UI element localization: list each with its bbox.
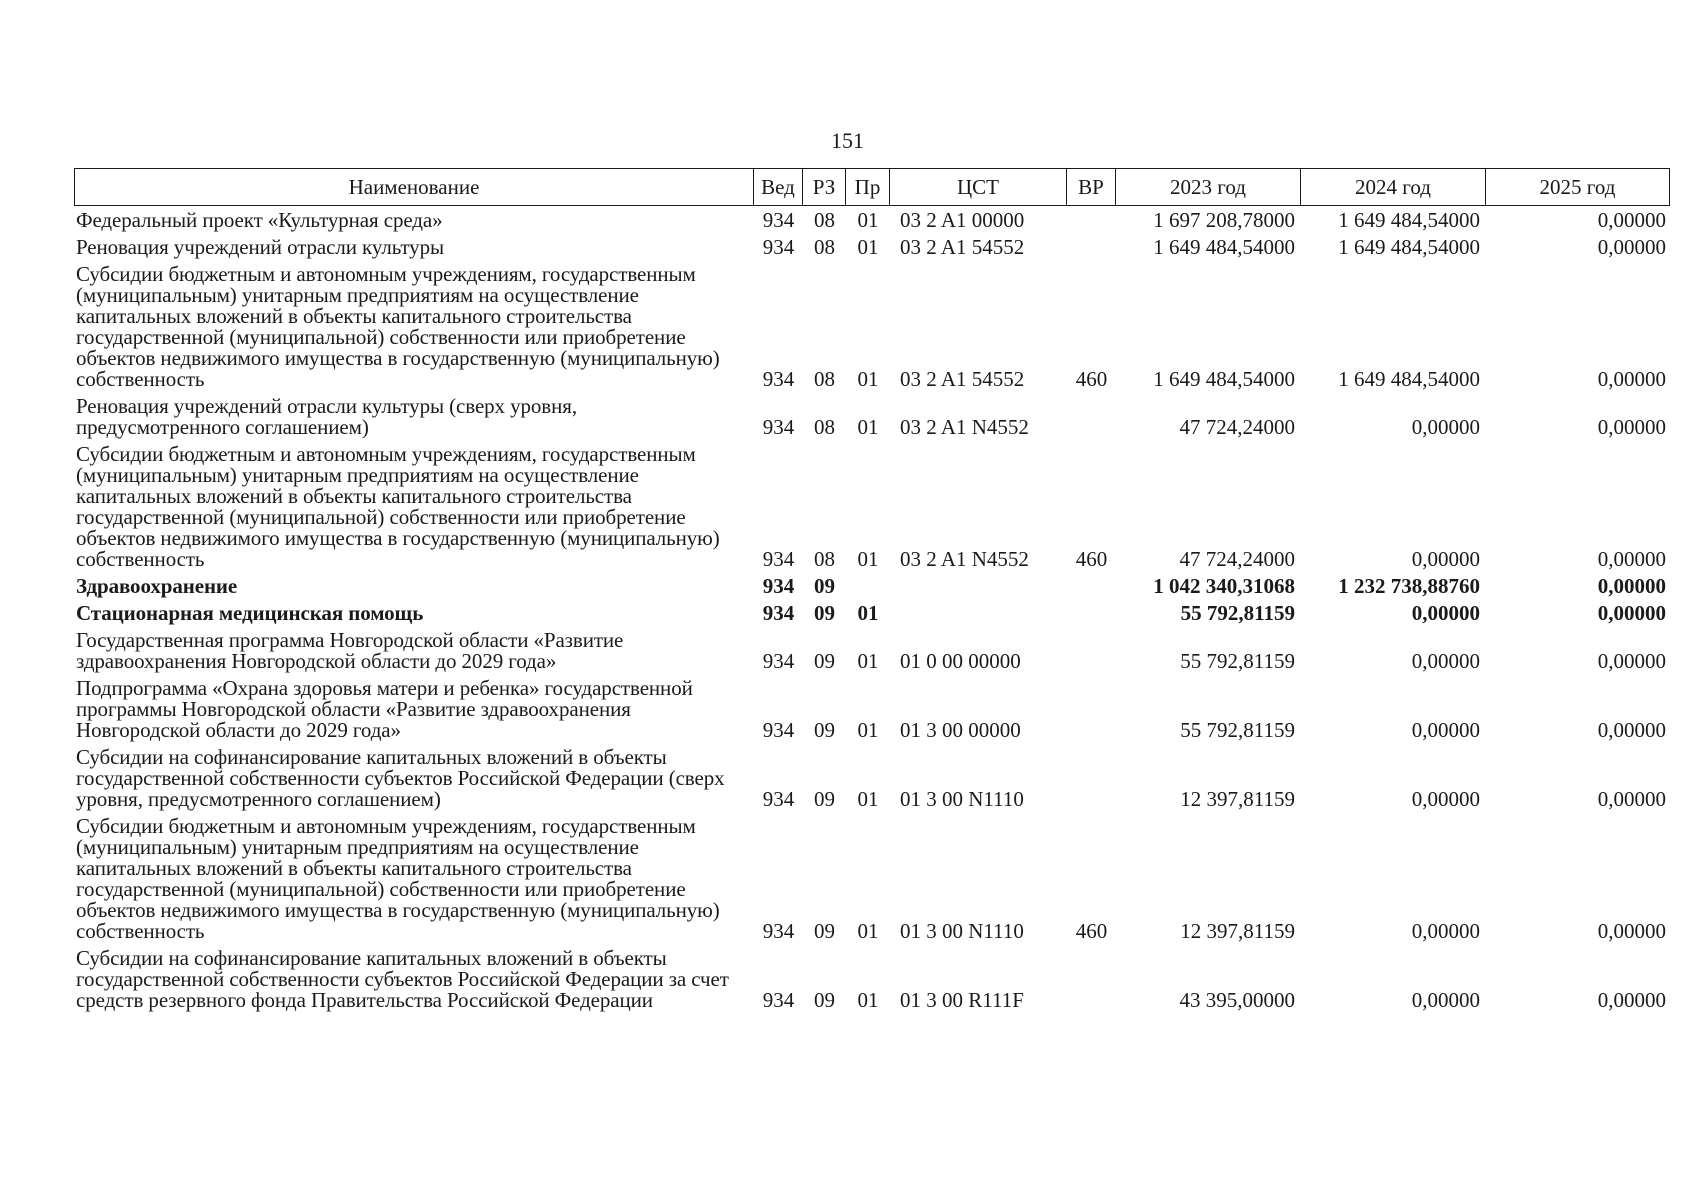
cell-rz: 08 <box>814 547 835 571</box>
cell-cst: 01 3 00 N1110 <box>900 787 1024 811</box>
cell-2025: 0,00000 <box>1597 367 1666 391</box>
cell-2023: 47 724,24000 <box>1179 415 1295 439</box>
cell-name: Подпрограмма «Охрана здоровья матери и ребенка» государственной программы Новгородской области «Развитие здравоохранения Новгородской области до 2029 года» <box>76 676 693 742</box>
cell-2025: 0,00000 <box>1597 649 1666 673</box>
cell-pr: 01 <box>857 787 879 811</box>
header-2024: 2024 год <box>1301 168 1486 206</box>
cell-rz: 09 <box>814 919 835 943</box>
cell-pr: 01 <box>857 919 879 943</box>
cell-name: Реновация учреждений отрасли культуры (сверх уровня, предусмотренного соглашением) <box>76 394 577 439</box>
cell-2023: 12 397,81159 <box>1180 787 1295 811</box>
cell-cst: 01 3 00 00000 <box>900 718 1021 742</box>
cell-2024: 1 649 484,54000 <box>1338 235 1480 259</box>
cell-2024: 0,00000 <box>1411 601 1480 625</box>
budget-table <box>74 168 1670 1013</box>
table-row <box>74 260 1670 392</box>
cell-name: Субсидии на софинансирование капитальных вложений в объекты государственной собственности субъектов Российской Федерации за счет средств резервного фонда Правительства Российской Федерации <box>76 946 729 1012</box>
table-body <box>74 206 1670 1013</box>
cell-pr: 01 <box>857 649 879 673</box>
cell-cst: 01 3 00 R111F <box>900 988 1024 1012</box>
cell-2023: 55 792,81159 <box>1180 718 1295 742</box>
cell-2024: 1 649 484,54000 <box>1338 367 1480 391</box>
cell-2023: 12 397,81159 <box>1180 919 1295 943</box>
cell-2025: 0,00000 <box>1597 574 1666 598</box>
cell-ved: 934 <box>762 208 795 232</box>
cell-name: Государственная программа Новгородской области «Развитие здравоохранения Новгородской области до 2029 года» <box>76 628 624 673</box>
cell-pr: 01 <box>857 601 879 625</box>
cell-rz: 08 <box>814 367 835 391</box>
cell-vr: 460 <box>1075 919 1108 943</box>
cell-2025: 0,00000 <box>1597 235 1666 259</box>
cell-ved: 934 <box>762 649 795 673</box>
cell-2025: 0,00000 <box>1597 718 1666 742</box>
cell-ved: 934 <box>762 919 795 943</box>
cell-name: Здравоохранение <box>76 574 238 598</box>
cell-ved: 934 <box>762 988 795 1012</box>
cell-pr: 01 <box>857 208 879 232</box>
cell-2024: 0,00000 <box>1411 787 1480 811</box>
cell-cst: 01 3 00 N1110 <box>900 919 1024 943</box>
cell-cst: 03 2 A1 54552 <box>900 235 1025 259</box>
cell-name: Федеральный проект «Культурная среда» <box>76 208 443 232</box>
table-row <box>74 572 1670 599</box>
cell-cst: 03 2 A1 N4552 <box>900 415 1029 439</box>
cell-2024: 0,00000 <box>1411 415 1480 439</box>
cell-ved: 934 <box>762 367 795 391</box>
cell-rz: 09 <box>814 601 835 625</box>
cell-name: Стационарная медицинская помощь <box>76 601 424 625</box>
table-row <box>74 944 1670 1013</box>
cell-2024: 1 649 484,54000 <box>1338 208 1480 232</box>
cell-2023: 1 697 208,78000 <box>1153 208 1295 232</box>
cell-2025: 0,00000 <box>1597 787 1666 811</box>
header-pr: Пр <box>846 168 890 206</box>
cell-rz: 08 <box>814 208 835 232</box>
cell-pr: 01 <box>857 718 879 742</box>
cell-2025: 0,00000 <box>1597 415 1666 439</box>
cell-rz: 08 <box>814 235 835 259</box>
cell-2025: 0,00000 <box>1597 208 1666 232</box>
header-name: Наименование <box>74 168 754 206</box>
cell-rz: 09 <box>814 574 835 598</box>
cell-2025: 0,00000 <box>1597 919 1666 943</box>
cell-rz: 08 <box>814 415 835 439</box>
table-row <box>74 392 1670 440</box>
cell-2023: 1 649 484,54000 <box>1153 235 1295 259</box>
cell-ved: 934 <box>762 601 795 625</box>
header-ved: Вед <box>754 168 803 206</box>
header-vr: ВР <box>1067 168 1116 206</box>
table-row <box>74 743 1670 812</box>
cell-2025: 0,00000 <box>1597 988 1666 1012</box>
cell-ved: 934 <box>762 235 795 259</box>
cell-2024: 0,00000 <box>1411 649 1480 673</box>
cell-pr: 01 <box>857 367 879 391</box>
cell-2024: 0,00000 <box>1411 988 1480 1012</box>
cell-cst: 03 2 A1 00000 <box>900 208 1025 232</box>
cell-name: Субсидии бюджетным и автономным учреждениям, государственным (муниципальным) унитарным предприятиям на осуществление капитальных вложений в объекты капитального строительства государственной (муниципальной) собственности или приобретение объектов недвижимого имущества в государственную (муниципальную) собственность <box>76 262 720 391</box>
cell-cst: 03 2 A1 54552 <box>900 367 1025 391</box>
cell-2025: 0,00000 <box>1597 547 1666 571</box>
header-cst: ЦСТ <box>890 168 1067 206</box>
header-2023: 2023 год <box>1116 168 1301 206</box>
table-row <box>74 233 1670 260</box>
cell-cst: 03 2 A1 N4552 <box>900 547 1029 571</box>
cell-pr: 01 <box>857 547 879 571</box>
cell-2025: 0,00000 <box>1597 601 1666 625</box>
cell-ved: 934 <box>762 574 795 598</box>
table-row <box>74 626 1670 674</box>
cell-2024: 1 232 738,88760 <box>1338 574 1480 598</box>
cell-rz: 09 <box>814 787 835 811</box>
table-row <box>74 812 1670 944</box>
header-rz: РЗ <box>803 168 846 206</box>
cell-name: Субсидии на софинансирование капитальных вложений в объекты государственной собственности субъектов Российской Федерации (сверх уровня, предусмотренного соглашением) <box>76 745 725 811</box>
cell-name: Субсидии бюджетным и автономным учреждениям, государственным (муниципальным) унитарным предприятиям на осуществление капитальных вложений в объекты капитального строительства государственной (муниципальной) собственности или приобретение объектов недвижимого имущества в государственную (муниципальную) собственность <box>76 814 720 943</box>
cell-2024: 0,00000 <box>1411 919 1480 943</box>
cell-vr: 460 <box>1075 367 1108 391</box>
cell-rz: 09 <box>814 988 835 1012</box>
header-2025: 2025 год <box>1486 168 1670 206</box>
cell-2024: 0,00000 <box>1411 547 1480 571</box>
cell-2024: 0,00000 <box>1411 718 1480 742</box>
page-number: 151 <box>831 128 864 153</box>
cell-ved: 934 <box>762 718 795 742</box>
cell-vr: 460 <box>1075 547 1108 571</box>
cell-2023: 1 042 340,31068 <box>1153 574 1295 598</box>
table-row <box>74 599 1670 626</box>
cell-2023: 43 395,00000 <box>1179 988 1295 1012</box>
cell-2023: 47 724,24000 <box>1179 547 1295 571</box>
table-row <box>74 206 1670 233</box>
cell-ved: 934 <box>762 547 795 571</box>
cell-name: Субсидии бюджетным и автономным учреждениям, государственным (муниципальным) унитарным предприятиям на осуществление капитальных вложений в объекты капитального строительства государственной (муниципальной) собственности или приобретение объектов недвижимого имущества в государственную (муниципальную) собственность <box>76 442 720 571</box>
table-header <box>74 168 1670 206</box>
cell-cst: 01 0 00 00000 <box>900 649 1021 673</box>
table-row <box>74 674 1670 743</box>
table-row <box>74 440 1670 572</box>
cell-2023: 55 792,81159 <box>1180 649 1295 673</box>
cell-pr: 01 <box>857 988 879 1012</box>
cell-name: Реновация учреждений отрасли культуры <box>76 235 444 259</box>
cell-rz: 09 <box>814 649 835 673</box>
cell-ved: 934 <box>762 787 795 811</box>
cell-2023: 1 649 484,54000 <box>1153 367 1295 391</box>
cell-rz: 09 <box>814 718 835 742</box>
cell-ved: 934 <box>762 415 795 439</box>
cell-pr: 01 <box>857 235 879 259</box>
cell-pr: 01 <box>857 415 879 439</box>
cell-2023: 55 792,81159 <box>1180 601 1295 625</box>
